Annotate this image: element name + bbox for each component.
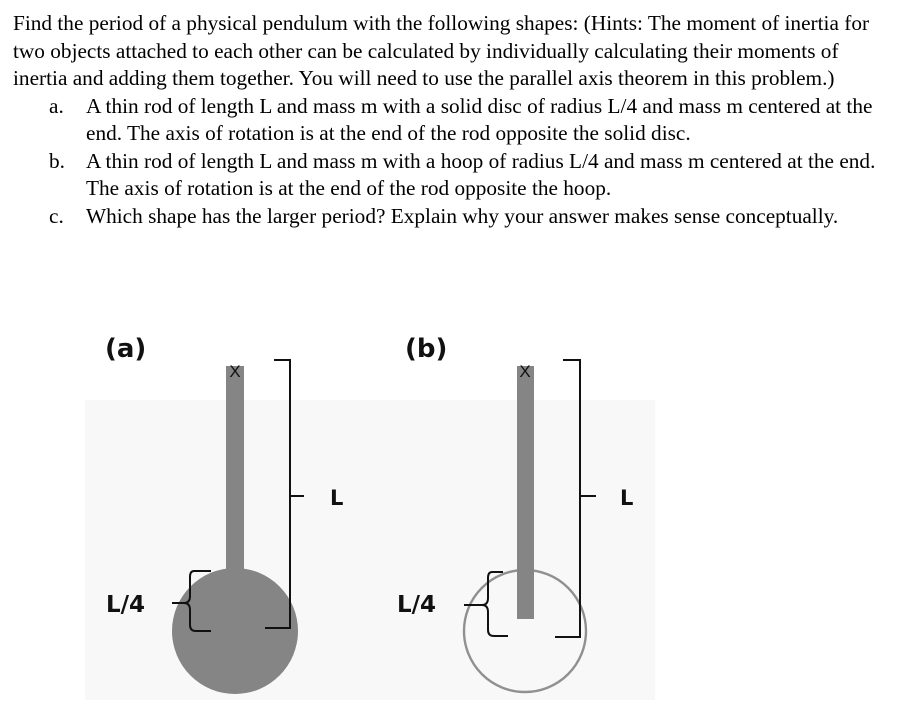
problem-text [13, 10, 889, 230]
part-a [13, 93, 889, 148]
figure-background [85, 400, 655, 700]
pendulum-diagram [0, 320, 901, 710]
problem-intro: Find the period of a physical pendulum with the following shapes: (Hints: The moment of inertia for two objects attached to each other can be calculated by individually calculating their moments of inertia and adding them together. You will need to use the parallel axis theorem in this problem.) [13, 11, 870, 90]
axis-mark-b: X [519, 362, 531, 381]
part-c-text: Which shape has the larger period? Explain why your answer makes sense conceptually. [86, 203, 839, 228]
rod-b [517, 366, 534, 619]
part-c [13, 203, 889, 231]
part-b-text: A thin rod of length L and mass m with a hoop of radius L/4 and mass m centered at the end. The axis of rotation is at the end of the rod opposite the hoop. [86, 148, 876, 200]
length-label-a: L [330, 486, 344, 510]
rod-a [226, 366, 244, 631]
figure-b-label: (b) [405, 334, 448, 364]
part-b [13, 148, 889, 203]
part-b-marker: b. [49, 148, 65, 173]
figure-a-label: (a) [105, 334, 147, 364]
pendulum-figure [0, 320, 901, 710]
part-c-marker: c. [49, 203, 64, 228]
radius-label-b: L/4 [397, 592, 437, 618]
part-a-marker: a. [49, 93, 64, 118]
length-label-b: L [620, 486, 634, 510]
radius-label-a: L/4 [106, 592, 146, 618]
problem-parts-list [13, 93, 889, 231]
part-a-text: A thin rod of length L and mass m with a solid disc of radius L/4 and mass m centered at the end. The axis of rotation is at the end of the rod opposite the solid disc. [86, 93, 873, 145]
axis-mark-a: X [229, 362, 241, 381]
